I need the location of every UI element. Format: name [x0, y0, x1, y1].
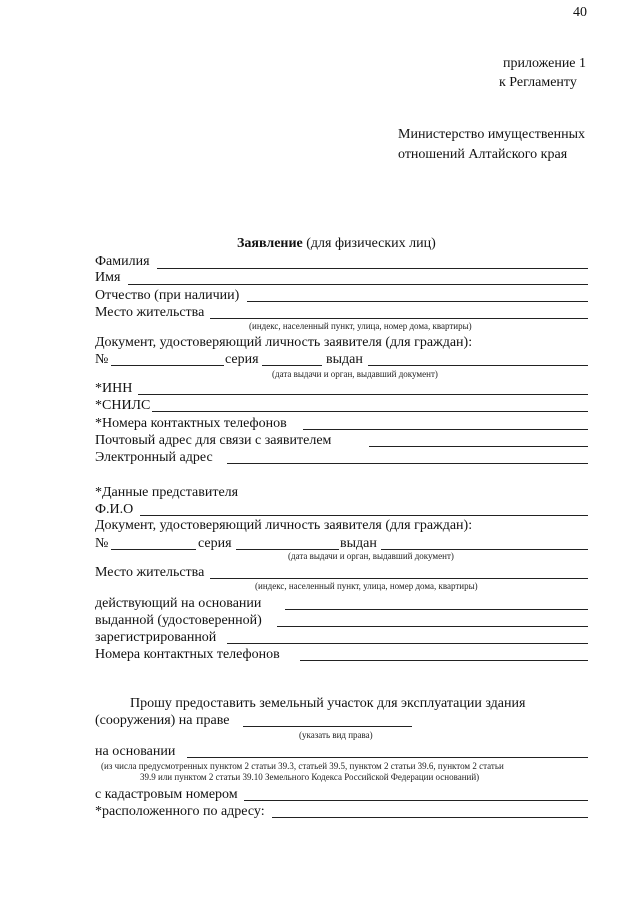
request-basis-field[interactable] [187, 757, 588, 758]
form-title [237, 237, 436, 251]
cadastral-label: с кадастровым номером [95, 787, 238, 802]
rep-doc-number-label: № [95, 536, 109, 551]
request-basis-hint-line2: 39.9 или пунктом 2 статьи 39.10 Земельного Кодекса Российской Федерации оснований) [140, 772, 480, 782]
postal-field[interactable] [369, 446, 588, 447]
rep-phones-field[interactable] [300, 660, 588, 661]
phones-label: *Номера контактных телефонов [95, 416, 287, 431]
rep-basis-field[interactable] [285, 609, 588, 610]
residence-field[interactable] [210, 318, 588, 319]
residence-label: Место жительства [95, 305, 205, 320]
address-field[interactable] [272, 817, 588, 818]
addressee-line1: Министерство имущественных [398, 127, 585, 142]
page-number: 40 [573, 5, 587, 20]
doc-series-field[interactable] [262, 365, 322, 366]
rep-doc-issued-hint: (дата выдачи и орган, выдавший документ) [288, 551, 454, 561]
rep-issued-cert-label: выданной (удостоверенной) [95, 613, 262, 628]
doc-series-label: серия [225, 352, 259, 367]
snils-field[interactable] [152, 411, 588, 412]
rep-registered-label: зарегистрированной [95, 630, 217, 645]
doc-issued-hint: (дата выдачи и орган, выдавший документ) [272, 369, 438, 379]
rep-basis-label: действующий на основании [95, 596, 262, 611]
residence-hint: (индекс, населенный пункт, улица, номер дома, квартиры) [249, 321, 472, 331]
postal-label: Почтовый адрес для связи с заявителем [95, 433, 332, 448]
rep-residence-label: Место жительства [95, 565, 205, 580]
rep-doc-series-label: серия [198, 536, 232, 551]
request-text-line1: Прошу предоставить земельный участок для эксплуатации здания [130, 696, 526, 711]
rep-fio-field[interactable] [140, 515, 588, 516]
surname-field[interactable] [157, 268, 588, 269]
doc-number-field[interactable] [111, 365, 224, 366]
request-right-field[interactable] [243, 726, 412, 727]
request-right-hint: (указать вид права) [299, 730, 373, 740]
patronymic-field[interactable] [247, 301, 588, 302]
patronymic-label: Отчество (при наличии) [95, 288, 240, 303]
rep-residence-field[interactable] [210, 578, 588, 579]
request-basis-label: на основании [95, 744, 176, 759]
id-doc-label: Документ, удостоверяющий личность заявителя (для граждан): [95, 335, 473, 350]
rep-fio-label: Ф.И.О [95, 502, 134, 517]
rep-registered-field[interactable] [227, 643, 588, 644]
inn-label: *ИНН [95, 381, 133, 396]
representative-header: *Данные представителя [95, 485, 239, 500]
attachment-line2: к Регламенту [499, 75, 577, 90]
rep-doc-issued-field[interactable] [381, 549, 588, 550]
doc-issued-field[interactable] [368, 365, 588, 366]
name-field[interactable] [128, 284, 588, 285]
form-title-bold: Заявление [237, 236, 303, 251]
addressee-line2: отношений Алтайского края [398, 147, 568, 162]
doc-issued-label: выдан [326, 352, 363, 367]
phones-field[interactable] [303, 429, 588, 430]
form-title-rest: (для физических лиц) [302, 236, 436, 251]
rep-doc-issued-label: выдан [340, 536, 377, 551]
cadastral-field[interactable] [244, 800, 588, 801]
request-basis-hint-line1: (из числа предусмотренных пунктом 2 статьи 39.3, статьей 39.5, пунктом 2 статьи 39.6, пунктом 2 статьи [101, 761, 504, 771]
attachment-line1: приложение 1 [503, 56, 587, 71]
email-label: Электронный адрес [95, 450, 213, 465]
rep-doc-number-field[interactable] [111, 549, 196, 550]
surname-label: Фамилия [95, 254, 150, 269]
email-field[interactable] [227, 463, 588, 464]
name-label: Имя [95, 270, 121, 285]
inn-field[interactable] [138, 394, 588, 395]
rep-doc-series-field[interactable] [236, 549, 339, 550]
doc-number-label: № [95, 352, 109, 367]
rep-phones-label: Номера контактных телефонов [95, 647, 280, 662]
rep-residence-hint: (индекс, населенный пункт, улица, номер дома, квартиры) [255, 581, 478, 591]
snils-label: *СНИЛС [95, 398, 151, 413]
address-label: *расположенного по адресу: [95, 804, 265, 819]
request-right-label: (сооружения) на праве [95, 713, 230, 728]
rep-id-doc-label: Документ, удостоверяющий личность заявителя (для граждан): [95, 518, 473, 533]
rep-issued-cert-field[interactable] [277, 626, 588, 627]
